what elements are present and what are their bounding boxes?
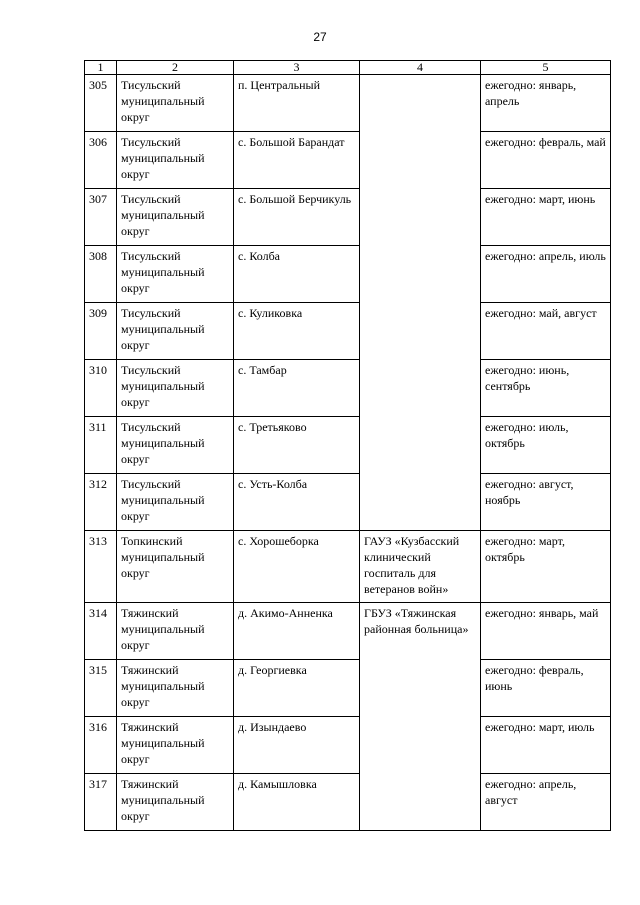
table-row xyxy=(85,774,611,831)
table-row xyxy=(85,717,611,774)
schedule-cell: ежегодно: июль, октябрь xyxy=(481,417,611,474)
schedule-cell: ежегодно: май, август xyxy=(481,303,611,360)
table-row xyxy=(85,246,611,303)
schedule-cell: ежегодно: март, октябрь xyxy=(481,531,611,603)
row-number: 311 xyxy=(85,417,117,474)
district-cell: Тисульский муниципальный округ xyxy=(117,360,234,417)
schedule-table xyxy=(84,60,611,831)
row-number: 305 xyxy=(85,75,117,132)
organization-name: ГБУЗ «Тяжинская районная больница» xyxy=(364,606,469,636)
table-row xyxy=(85,603,611,660)
row-number: 307 xyxy=(85,189,117,246)
schedule-cell: ежегодно: январь, апрель xyxy=(481,75,611,132)
row-number: 315 xyxy=(85,660,117,717)
settlement-cell: д. Акимо-Анненка xyxy=(234,603,360,660)
settlement-cell: д. Изындаево xyxy=(234,717,360,774)
table-row xyxy=(85,531,611,603)
row-number: 317 xyxy=(85,774,117,831)
schedule-cell: ежегодно: март, июль xyxy=(481,717,611,774)
column-header: 2 xyxy=(117,61,234,75)
district-cell: Тисульский муниципальный округ xyxy=(117,303,234,360)
row-number: 312 xyxy=(85,474,117,531)
page-number: 27 xyxy=(313,30,327,44)
schedule-cell: ежегодно: февраль, июнь xyxy=(481,660,611,717)
district-cell: Топкинский муниципальный округ xyxy=(117,531,234,603)
table-row xyxy=(85,132,611,189)
row-number: 310 xyxy=(85,360,117,417)
column-header: 1 xyxy=(85,61,117,75)
settlement-cell: с. Усть-Колба xyxy=(234,474,360,531)
row-number: 313 xyxy=(85,531,117,603)
schedule-cell: ежегодно: август, ноябрь xyxy=(481,474,611,531)
table-row xyxy=(85,360,611,417)
district-cell: Тяжинский муниципальный округ xyxy=(117,660,234,717)
settlement-cell: с. Третьяково xyxy=(234,417,360,474)
schedule-cell: ежегодно: июнь, сентябрь xyxy=(481,360,611,417)
column-header: 4 xyxy=(360,61,481,75)
row-number: 316 xyxy=(85,717,117,774)
row-number: 309 xyxy=(85,303,117,360)
row-number: 306 xyxy=(85,132,117,189)
row-number: 314 xyxy=(85,603,117,660)
table-row xyxy=(85,189,611,246)
schedule-cell: ежегодно: апрель, июль xyxy=(481,246,611,303)
district-cell: Тяжинский муниципальный округ xyxy=(117,774,234,831)
settlement-cell: с. Большой Барандат xyxy=(234,132,360,189)
settlement-cell: с. Тамбар xyxy=(234,360,360,417)
table-row xyxy=(85,660,611,717)
table-header-row xyxy=(85,61,611,75)
organization-cell-305-312 xyxy=(360,75,481,531)
district-cell: Тяжинский муниципальный округ xyxy=(117,717,234,774)
settlement-cell: д. Георгиевка xyxy=(234,660,360,717)
schedule-cell: ежегодно: апрель, август xyxy=(481,774,611,831)
district-cell: Тяжинский муниципальный округ xyxy=(117,603,234,660)
district-cell: Тисульский муниципальный округ xyxy=(117,474,234,531)
district-cell: Тисульский муниципальный округ xyxy=(117,132,234,189)
schedule-cell: ежегодно: январь, май xyxy=(481,603,611,660)
row-number: 308 xyxy=(85,246,117,303)
schedule-cell: ежегодно: февраль, май xyxy=(481,132,611,189)
column-header: 5 xyxy=(481,61,611,75)
column-header: 3 xyxy=(234,61,360,75)
settlement-cell: с. Куликовка xyxy=(234,303,360,360)
organization-cell-314-317 xyxy=(360,603,481,831)
settlement-cell: п. Центральный xyxy=(234,75,360,132)
table-row xyxy=(85,417,611,474)
table-row xyxy=(85,303,611,360)
district-cell: Тисульский муниципальный округ xyxy=(117,189,234,246)
schedule-cell: ежегодно: март, июнь xyxy=(481,189,611,246)
table-row xyxy=(85,75,611,132)
settlement-cell: д. Камышловка xyxy=(234,774,360,831)
table-row xyxy=(85,474,611,531)
settlement-cell: с. Хорошеборка xyxy=(234,531,360,603)
district-cell: Тисульский муниципальный округ xyxy=(117,75,234,132)
settlement-cell: с. Колба xyxy=(234,246,360,303)
settlement-cell: с. Большой Берчикуль xyxy=(234,189,360,246)
district-cell: Тисульский муниципальный округ xyxy=(117,417,234,474)
organization-cell-313: ГАУЗ «Кузбасский клинический госпиталь для ветеранов войн» xyxy=(360,531,481,603)
district-cell: Тисульский муниципальный округ xyxy=(117,246,234,303)
